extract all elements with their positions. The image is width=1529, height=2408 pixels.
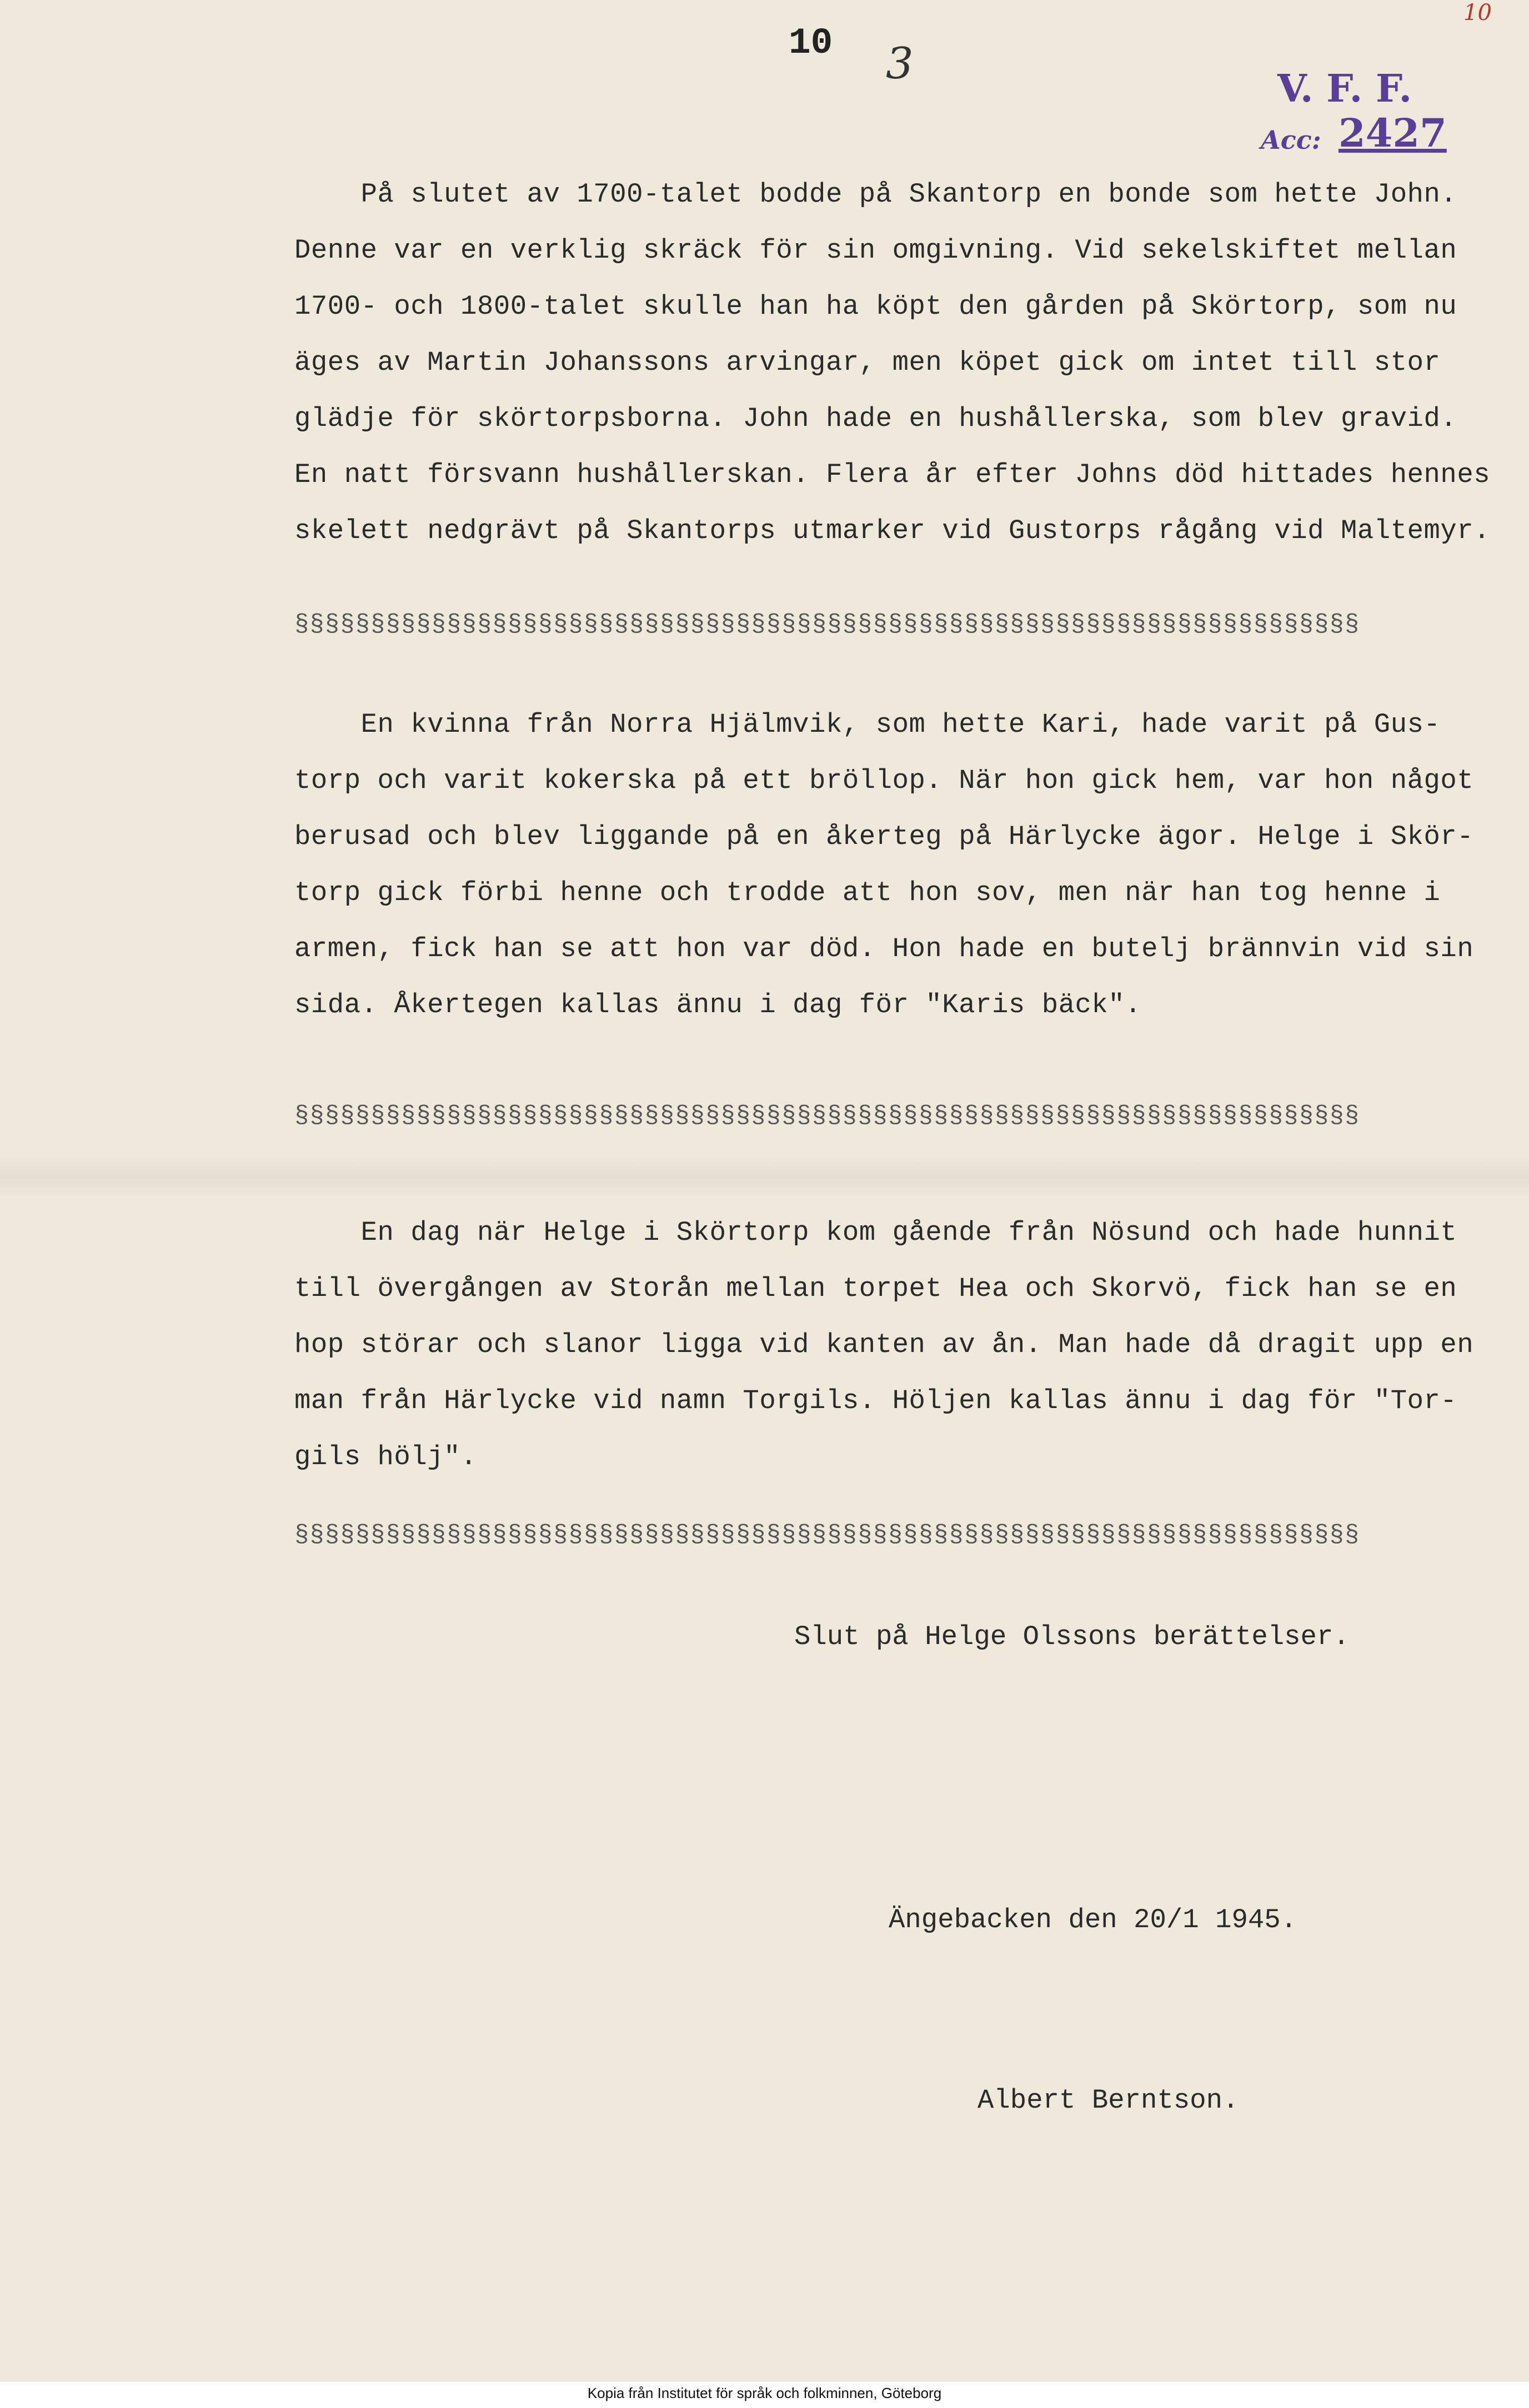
paper-fold	[0, 1155, 1529, 1199]
text-line: torp gick förbi henne och trodde att hon sov, men när han tog henne i	[294, 877, 1441, 908]
section-separator: §§§§§§§§§§§§§§§§§§§§§§§§§§§§§§§§§§§§§§§§§§§§§§§§§§§§§§§§§§§§§§§§§§§§§§	[294, 1521, 1360, 1549]
accession-number: 2427	[1338, 110, 1447, 156]
text-line: armen, fick han se att hon var död. Hon hade en butelj brännvin vid sin	[294, 933, 1474, 964]
text-line: sida. Åkertegen kallas ännu i dag för "Karis bäck".	[294, 989, 1142, 1020]
paragraph-skantorp	[294, 167, 1494, 559]
text-line: En dag när Helge i Skörtorp kom gående från Nösund och hade hunnit	[294, 1217, 1457, 1248]
text-line: berusad och blev liggande på en åkerteg på Härlycke ägor. Helge i Skör-	[294, 821, 1474, 852]
corner-page-mark: 10	[1463, 0, 1492, 26]
section-separator: §§§§§§§§§§§§§§§§§§§§§§§§§§§§§§§§§§§§§§§§§§§§§§§§§§§§§§§§§§§§§§§§§§§§§§	[294, 611, 1360, 639]
signature: Albert Berntson.	[977, 2085, 1239, 2116]
archive-footer: Kopia från Institutet för språk och folkminnen, Göteborg	[0, 2382, 1529, 2408]
archive-stamp: V. F. F.	[1277, 67, 1412, 111]
text-line: man från Härlycke vid namn Torgils. Höljen kallas ännu i dag för "Tor-	[294, 1385, 1457, 1416]
text-line: skelett nedgrävt på Skantorps utmarker vid Gustorps rågång vid Maltemyr.	[294, 515, 1491, 546]
text-line: äges av Martin Johanssons arvingar, men köpet gick om intet till stor	[294, 347, 1441, 378]
text-line: hop störar och slanor ligga vid kanten av ån. Man hade då dragit upp en	[294, 1329, 1474, 1360]
paragraph-kari	[294, 697, 1494, 1033]
place-date: Ängebacken den 20/1 1945.	[889, 1904, 1297, 1936]
text-line: En kvinna från Norra Hjälmvik, som hette Kari, hade varit på Gus-	[294, 709, 1441, 740]
paragraph-torgils	[294, 1205, 1494, 1485]
text-line: gils hölj".	[294, 1441, 477, 1472]
handwritten-page-number: 3	[886, 39, 914, 89]
text-line: En natt försvann hushållerskan. Flera år efter Johns död hittades hennes	[294, 459, 1491, 490]
text-line: 1700- och 1800-talet skulle han ha köpt den gården på Skörtorp, som nu	[294, 291, 1457, 322]
text-line: glädje för skörtorpsborna. John hade en hushållerska, som blev gravid.	[294, 403, 1457, 434]
text-line: torp och varit kokerska på ett bröllop. När hon gick hem, var hon något	[294, 765, 1474, 796]
text-line: till övergången av Storån mellan torpet Hea och Skorvö, fick han se en	[294, 1273, 1457, 1304]
section-separator: §§§§§§§§§§§§§§§§§§§§§§§§§§§§§§§§§§§§§§§§§§§§§§§§§§§§§§§§§§§§§§§§§§§§§§	[294, 1102, 1360, 1130]
text-line: På slutet av 1700-talet bodde på Skantorp en bonde som hette John.	[294, 179, 1457, 210]
page-number: 10	[789, 22, 833, 64]
closing-line: Slut på Helge Olssons berättelser.	[794, 1621, 1350, 1652]
text-line: Denne var en verklig skräck för sin omgivning. Vid sekelskiftet mellan	[294, 235, 1457, 266]
accession-label: Acc:	[1261, 125, 1321, 155]
